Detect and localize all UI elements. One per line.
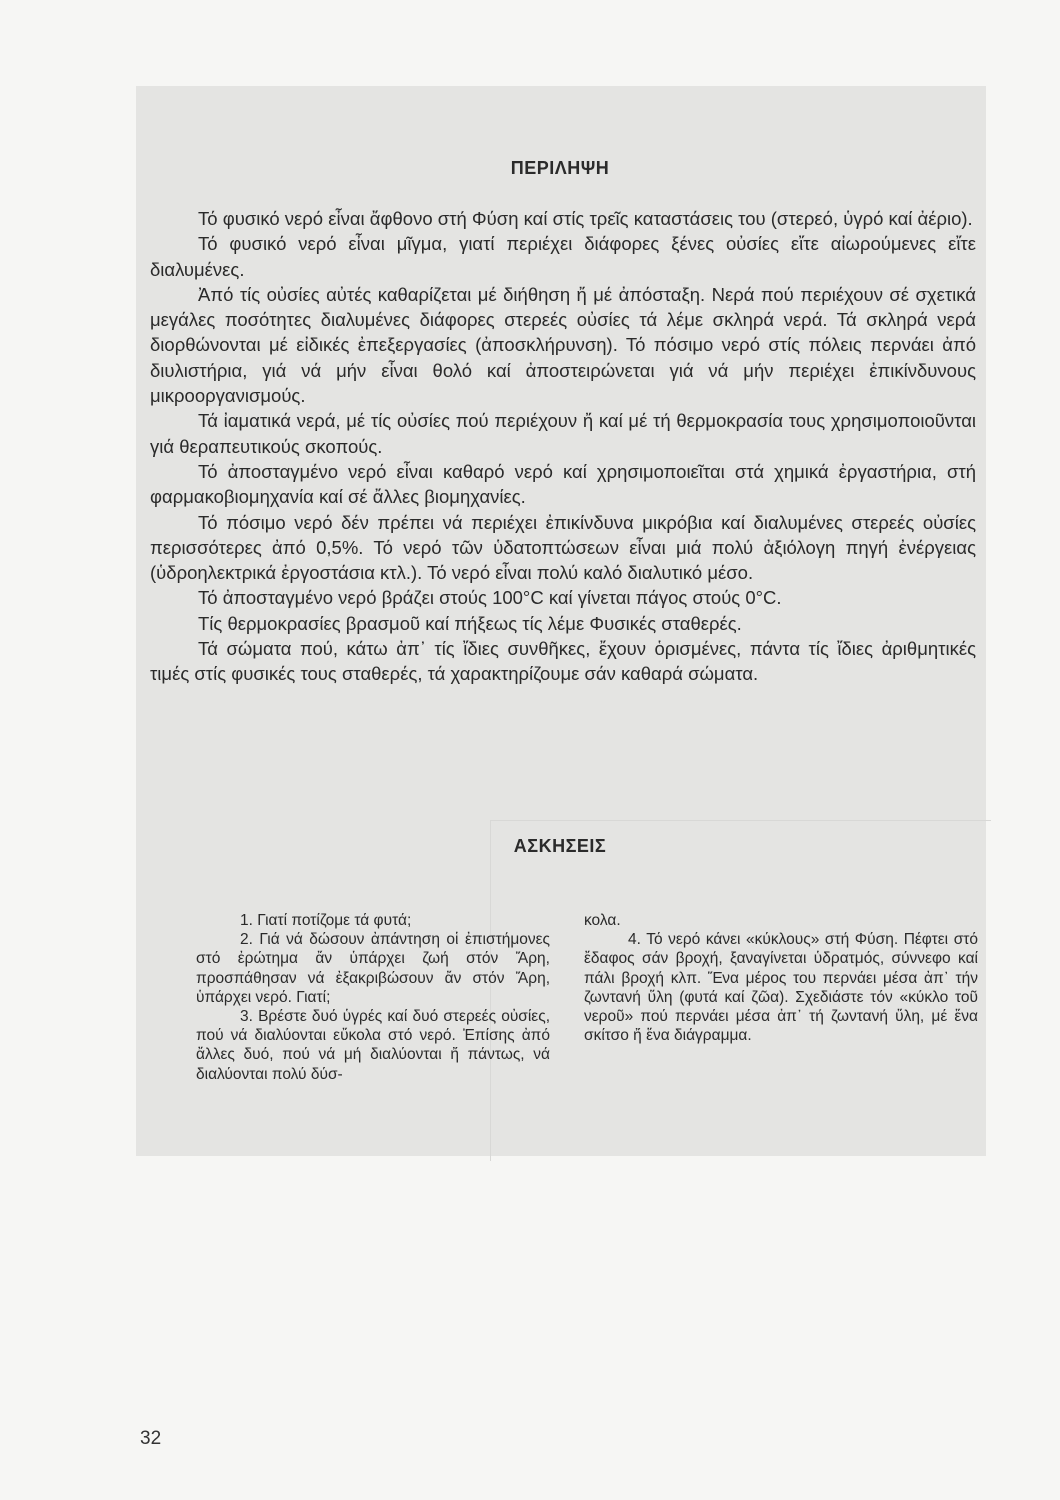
exercise-item: 3. Βρέστε δυό ὑγρές καί δυό στερεές οὐσίες, πού νά διαλύονται εὔκολα στό νερό. Ἐπίσης ἀπό ἄλλες δυό, πού νά μή διαλύονται ἤ πάντως, νά διαλύονται πολύ δύσ- [196,1008,550,1083]
exercises-heading: ΑΣΚΗΣΕΙΣ [513,836,607,856]
summary-heading: ΠΕΡΙΛΗΨΗ [510,158,610,178]
summary-paragraph: Τό πόσιμο νερό δέν πρέπει νά περιέχει ἐπικίνδυνα μικρόβια καί διαλυμένες στερεές οὐσίες περισσότερες ἀπό 0,5%. Τό νερό τῶν ὑδατοπτώσεων εἶναι μιά πολύ ἀξιόλογη πηγή ἐνέργειας (ὑδροηλεκτρικά ἐργοστάσια κτλ.). Τό νερό εἶναι πολύ καλό διαλυτικό μέσο. [150,511,976,584]
exercise-continuation: κολα. [584,912,621,929]
summary-paragraph: Τό ἀποσταγμένο νερό βράζει στούς 100°C καί γίνεται πάγος στούς 0°C. [198,587,782,609]
summary-paragraph: Τό φυσικό νερό εἶναι ἄφθονο στή Φύση καί στίς τρεῖς καταστάσεις του (στερεό, ὑγρό καί ἀέριο). [198,208,973,229]
exercise-item: 2. Γιά νά δώσουν ἀπάντηση οἱ ἐπιστήμονες στό ἐρώτημα ἄν ὑπάρχει ζωή στόν Ἄρη, προσπάθησαν νά ἐξακριβώσουν ἄν στόν Ἄρη, ὑπάρχει νερό. Γιατί; [196,931,550,1006]
summary-text [150,206,976,687]
exercise-item: 1. Γιατί ποτίζομε τά φυτά; [240,912,412,929]
summary-paragraph: Ἀπό τίς οὐσίες αὐτές καθαρίζεται μέ διήθηση ἤ μέ ἀπόσταξη. Νερά πού περιέχουν σέ σχετικά μεγάλες ποσότητες διαλυμένες διάφορες στερεές οὐσίες τά λέμε σκληρά νερά. Τά σκληρά νερά διορθώνονται μέ εἰδικές ἐπεξεργασίες (ἀποσκλήρυνση). Τό πόσιμο νερό στίς πόλεις περνάει ἀπό διυλιστήρια, γιά νά μήν εἶναι θολό καί ἀποστειρώνεται γιά νά μήν περιέχει ἐπικίνδυνους μικροοργανισμούς. [150,283,976,407]
summary-paragraph: Τό ἀποσταγμένο νερό εἶναι καθαρό νερό καί χρησιμοποιεῖται στά χημικά ἐργαστήρια, στή φαρμακοβιομηχανία καί σέ ἄλλες βιομηχανίες. [150,460,976,508]
summary-paragraph: Τά σώματα πού, κάτω ἀπ᾽ τίς ἴδιες συνθῆκες, ἔχουν ὁρισμένες, πάντα τίς ἴδιες ἀριθμητικές τιμές στίς φυσικές τους σταθερές, τά χαρακτηρίζουμε σάν καθαρά σώματα. [150,638,976,685]
exercises-left-column [196,911,550,1084]
page-number: 32 [140,1428,162,1449]
exercises-right-column [584,911,978,1045]
exercise-item: 4. Τό νερό κάνει «κύκλους» στή Φύση. Πέφτει στό ἔδαφος σάν βροχή, ξαναγίνεται ὑδρατμός, σύννεφο καί πάλι βροχή κλπ. Ἕνα μέρος του περνάει μέσα ἀπ᾽ τήν ζωντανή ὕλη (φυτά καί ζῶα). Σχεδιάστε τόν «κύκλο τοῦ νεροῦ» πού περνάει μέσα ἀπ᾽ τή ζωντανή ὕλη, μέ ἕνα σκίτσο ἤ ἕνα διάγραμμα. [584,931,978,1045]
summary-paragraph: Τίς θερμοκρασίες βρασμοῦ καί πήξεως τίς λέμε Φυσικές σταθερές. [198,612,742,634]
summary-paragraph: Τά ἰαματικά νερά, μέ τίς οὐσίες πού περιέχουν ἤ καί μέ τή θερμοκρασία τους χρησιμοποιοῦνται γιά θεραπευτικούς σκοπούς. [150,410,976,457]
summary-paragraph: Τό φυσικό νερό εἶναι μῖγμα, γιατί περιέχει διάφορες ξένες οὐσίες εἴτε αἰωρούμενες εἴτε διαλυμένες. [150,233,976,280]
